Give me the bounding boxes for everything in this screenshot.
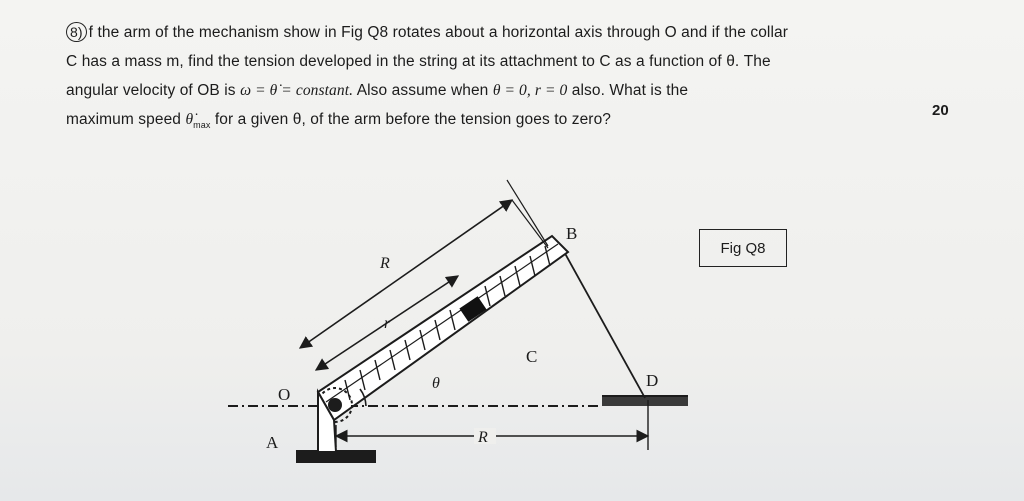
label-R-arm: R	[380, 255, 390, 272]
label-O: O	[278, 385, 291, 404]
dimension-R-tick	[507, 180, 548, 246]
label-C: C	[526, 347, 538, 366]
label-B: B	[566, 224, 578, 243]
question-line-2: C has a mass m, find the tension developed in the string at its attachment to C as a function of θ. The	[66, 53, 771, 70]
label-D: D	[646, 371, 659, 390]
label-A: A	[266, 433, 279, 452]
string-B-D	[562, 248, 645, 398]
dimension-R-arm	[300, 200, 512, 348]
question-line-3: angular velocity of OB is ω = θ̇ = constant. Also assume when θ = 0, r = 0 also. What is the	[66, 82, 689, 99]
label-r: r	[384, 315, 391, 332]
marks-value: 20	[932, 102, 949, 119]
question-line-1: 8) f the arm of the mechanism show in Fig Q8 rotates about a horizontal axis through O and if the collar	[66, 18, 966, 47]
dimension-R-ext-B	[512, 200, 548, 248]
arm-OB	[318, 236, 568, 420]
question-number: 8)	[66, 22, 87, 42]
question-line-4: maximum speed $\thetȧ_{max}$ for a given θ, of the arm before the tension goes to zero?	[66, 111, 612, 131]
label-R-base: R	[478, 429, 488, 446]
pivot-O	[328, 398, 342, 412]
label-theta: θ	[432, 375, 440, 392]
figure-label: Fig Q8	[699, 229, 787, 267]
